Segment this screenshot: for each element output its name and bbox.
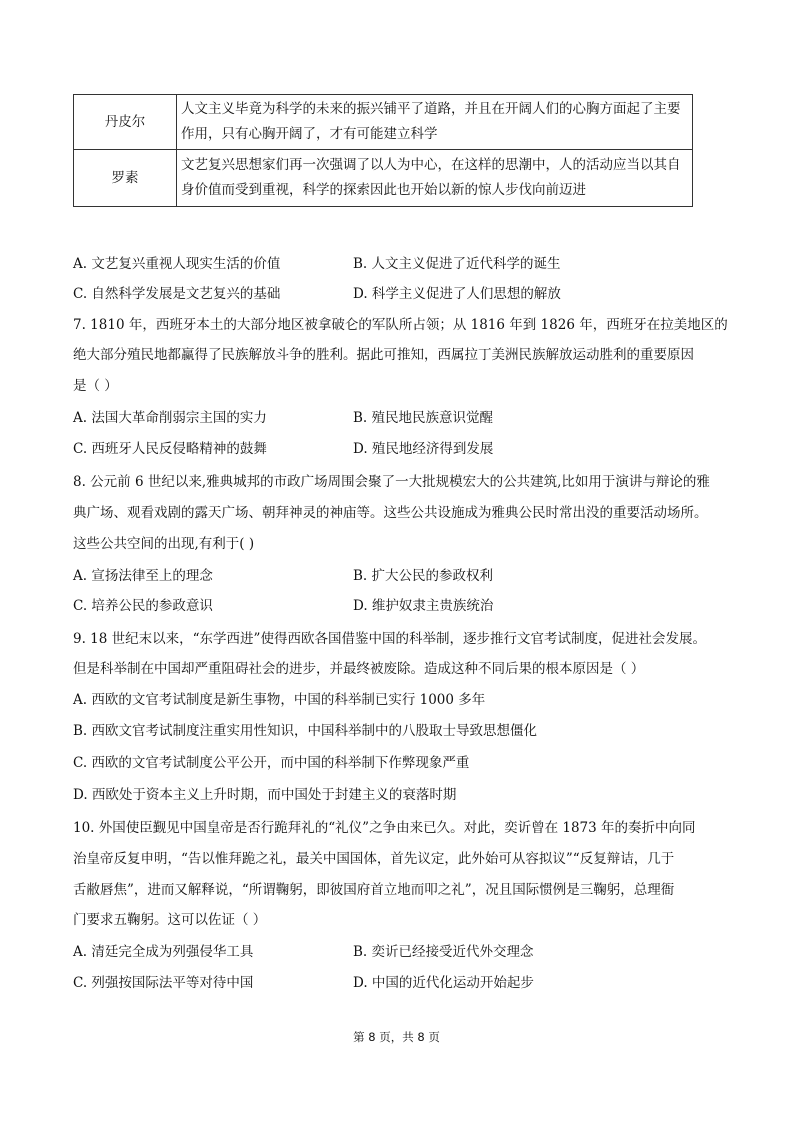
page-number: 第 8 页，共 8 页 [353,1030,440,1044]
option-a: A. 文艺复兴重视人现实生活的价值 [73,256,281,272]
option-b: B. 西欧文官考试制度注重实用性知识，中国科举制中的八股取士导致思想僵化 [73,723,538,739]
option-c: C. 西欧的文官考试制度公平公开，而中国的科举制下作弊现象严重 [73,755,470,771]
quote-text: 文艺复兴思想家们再一次强调了以人为中心，在这样的思潮中，人的活动应当以其自身价值而受到重视，科学的探索因此也开始以新的惊人步伐向前迈进 [177,150,693,207]
scholar-name: 丹皮尔 [74,95,177,150]
table-row [74,95,693,150]
option-d: D. 科学主义促进了人们思想的解放 [353,286,561,302]
question-stem: 8. 公元前 6 世纪以来,雅典城邦的市政广场周围会聚了一大批规模宏大的公共建筑,比如用于演讲与辩论的雅 [73,474,710,490]
option-a: A. 清廷完全成为列强侵华工具 [73,944,254,960]
question-stem: 治皇帝反复申明，“告以惟拜跪之礼，最关中国国体，首先议定，此外始可从容拟议”“反复辩诘，几于 [73,851,675,867]
quote-text: 人文主义毕竟为科学的未来的振兴铺平了道路，并且在开阔人们的心胸方面起了主要作用，只有心胸开阔了，才有可能建立科学 [177,95,693,150]
option-d: D. 中国的近代化运动开始起步 [353,975,534,991]
option-c: C. 自然科学发展是文艺复兴的基础 [73,286,281,302]
question-stem: 这些公共空间的出现,有利于( ) [73,536,255,552]
option-d: D. 西欧处于资本主义上升时期，而中国处于封建主义的衰落时期 [73,787,457,803]
question-stem: 7. 1810 年，西班牙本土的大部分地区被拿破仑的军队所占领；从 1816 年到 1826 年，西班牙在拉美地区的 [73,317,728,333]
question-stem: 9. 18 世纪末以来，“东学西进”使得西欧各国借鉴中国的科举制，逐步推行文官考试制度，促进社会发展。 [73,631,706,647]
quote-table [73,94,693,207]
option-d: D. 殖民地经济得到发展 [353,441,494,457]
option-c: C. 列强按国际法平等对待中国 [73,975,254,991]
question-stem: 但是科举制在中国却严重阻碍社会的进步，并最终被废除。造成这种不同后果的根本原因是（ ） [73,661,645,677]
question-stem: 10. 外国使臣觐见中国皇帝是否行跪拜礼的“礼仪”之争由来已久。对此，奕䜣曾在 1873 年的奏折中向同 [73,820,696,836]
question-stem: 典广场、观看戏剧的露天广场、朝拜神灵的神庙等。这些公共设施成为雅典公民时常出没的重要活动场所。 [73,505,708,521]
question-stem: 绝大部分殖民地都赢得了民族解放斗争的胜利。据此可推知，西属拉丁美洲民族解放运动胜利的重要原因 [73,347,694,363]
option-c: C. 西班牙人民反侵略精神的鼓舞 [73,441,267,457]
option-b: B. 殖民地民族意识觉醒 [353,410,494,426]
option-b: B. 奕䜣已经接受近代外交理念 [353,944,534,960]
option-a: A. 西欧的文官考试制度是新生事物，中国的科举制已实行 1000 多年 [73,692,486,708]
question-stem: 是（ ） [73,378,118,394]
option-c: C. 培养公民的参政意识 [73,598,213,614]
scholar-name: 罗素 [74,150,177,207]
option-a: A. 法国大革命削弱宗主国的实力 [73,410,267,426]
option-b: B. 人文主义促进了近代科学的诞生 [353,256,561,272]
question-stem: 门要求五鞠躬。这可以佐证（ ） [73,912,267,928]
option-a: A. 宣扬法律至上的理念 [73,568,213,584]
option-d: D. 维护奴隶主贵族统治 [353,598,494,614]
table-row [74,150,693,207]
option-b: B. 扩大公民的参政权利 [353,568,494,584]
question-stem: 舌敝唇焦”，进而又解释说，“所谓鞠躬，即彼国府首立地而叩之礼”，况且国际惯例是三鞠躬，总理衙 [73,882,675,898]
